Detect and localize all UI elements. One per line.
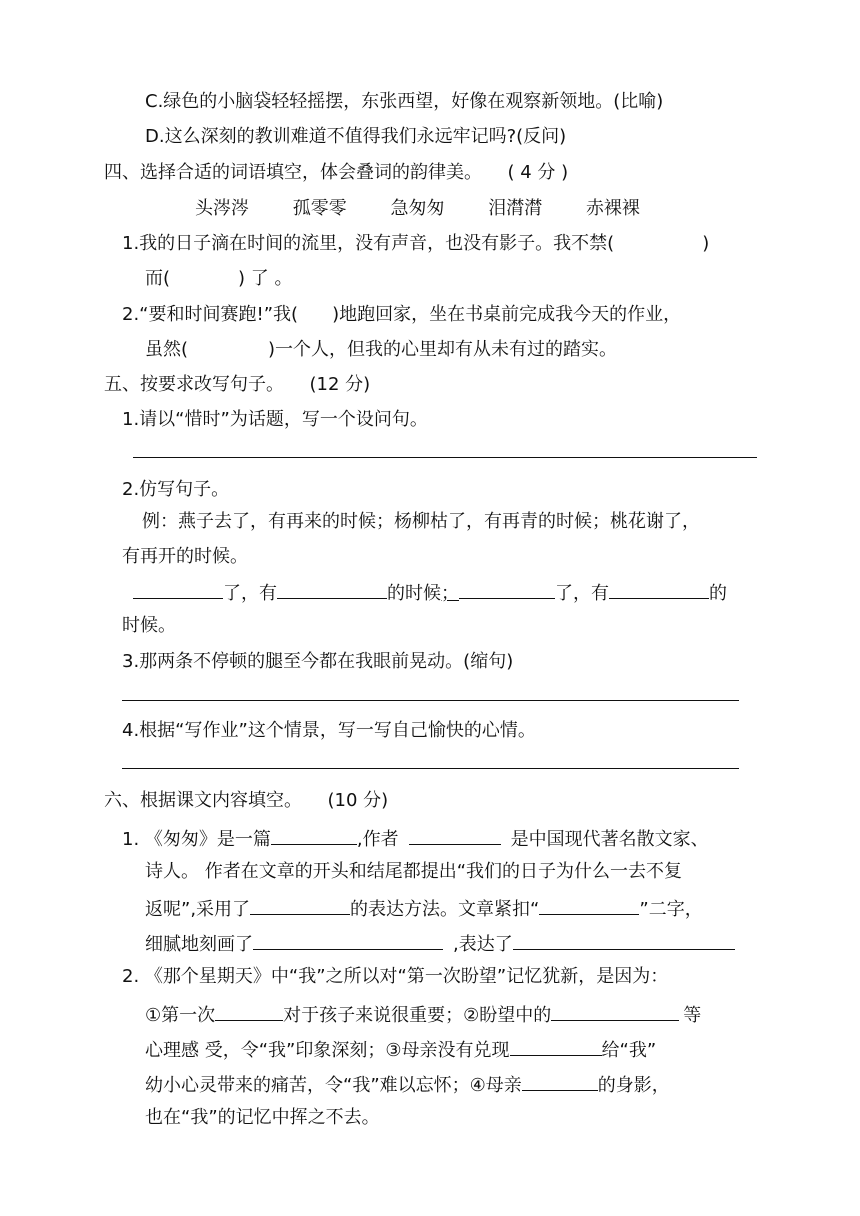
s5-q1: 1.请以“惜时”为话题，写一个设问句。 — [122, 409, 428, 430]
s6-q2-line5: 也在“我”的记忆中挥之不去。 — [145, 1107, 380, 1128]
s5-q4: 4.根据“写作业”这个情景，写一写自己愉快的心情。 — [122, 720, 536, 741]
answer-blank[interactable] — [271, 824, 357, 845]
s4-q1-line2: 而( ) 了 。 — [145, 268, 293, 289]
option-d: D.这么深刻的教训难道不值得我们永远牢记吗?(反问) — [145, 126, 567, 147]
answer-blank[interactable] — [459, 578, 555, 599]
answer-blank[interactable] — [250, 894, 350, 915]
section-5-title: 五、按要求改写句子。 — [104, 374, 284, 395]
s5-q2: 2.仿写句子。 — [122, 479, 230, 500]
answer-blank[interactable] — [277, 578, 387, 599]
section-4-score: ( 4 分 ) — [507, 162, 569, 183]
section-5-score: (12 分) — [309, 374, 371, 395]
s5-example-line2: 有再开的时候。 — [122, 546, 248, 567]
section-6-title: 六、根据课文内容填空。 — [104, 790, 302, 811]
s5-example-line1: 例：燕子去了，有再来的时候；杨柳枯了，有再青的时候；桃花谢了， — [142, 511, 700, 532]
answer-blank[interactable] — [253, 929, 443, 950]
answer-blank[interactable] — [539, 894, 639, 915]
s6-q2-line1: 2. 《那个星期天》中“我”之所以对“第一次盼望”记忆犹新，是因为： — [122, 966, 669, 987]
word-bank — [195, 196, 640, 222]
answer-line[interactable] — [122, 768, 739, 769]
s4-q2-line1: 2.“要和时间赛跑!”我( )地跑回家，坐在书桌前完成我今天的作业， — [122, 304, 682, 325]
s6-q2-line3: 心理感 受，令“我”印象深刻；③母亲没有兑现 给“我” — [145, 1035, 656, 1061]
answer-blank[interactable] — [522, 1070, 598, 1091]
s6-q2-line4: 幼小心灵带来的痛苦，令“我”难以忘怀；④母亲 的身影， — [145, 1070, 670, 1096]
section-6-heading — [104, 788, 388, 814]
answer-blank[interactable] — [510, 1035, 602, 1056]
section-4-heading — [104, 160, 568, 186]
section-6-score: (10 分) — [327, 790, 389, 811]
word-bank-item: 赤裸裸 — [585, 198, 640, 219]
s6-q2-line2: ①第一次 对于孩子来说很重要；②盼望中的 等 — [145, 1000, 701, 1026]
answer-blank[interactable] — [133, 578, 223, 599]
s6-q1-line1: 1. 《匆匆》是一篇 ,作者 是中国现代著名散文家、 — [122, 824, 709, 850]
answer-blank[interactable] — [551, 1000, 679, 1021]
answer-line[interactable] — [133, 457, 757, 458]
s6-q1-line3: 返呢”,采用了 的表达方法。文章紧扣“ ”二字， — [145, 894, 703, 920]
section-4-title: 四、选择合适的词语填空，体会叠词的韵律美。 — [104, 162, 482, 183]
answer-blank[interactable] — [215, 1000, 283, 1021]
section-5-heading — [104, 372, 370, 398]
s4-q1-line1: 1.我的日子滴在时间的流里，没有声音，也没有影子。我不禁( ) — [122, 233, 710, 254]
s6-q1-line4: 细腻地刻画了 ,表达了 — [145, 929, 735, 955]
s5-fill-line: 了，有 的时候； 了，有 的 — [133, 578, 727, 604]
option-c: C.绿色的小脑袋轻轻摇摆，东张西望，好像在观察新领地。(比喻) — [145, 91, 664, 112]
s5-fill-line2: 时候。 — [122, 615, 176, 636]
word-bank-item: 急匆匆 — [390, 198, 445, 219]
word-bank-item: 孤零零 — [292, 198, 347, 219]
word-bank-item: 头涔涔 — [195, 198, 249, 219]
answer-blank[interactable] — [409, 824, 501, 845]
s4-q2-line2: 虽然( )一个人，但我的心里却有从未有过的踏实。 — [145, 339, 618, 360]
answer-blank[interactable] — [609, 578, 709, 599]
s6-q1-line2: 诗人。 作者在文章的开头和结尾都提出“我们的日子为什么一去不复 — [145, 861, 683, 882]
answer-blank[interactable] — [513, 929, 735, 950]
s5-q3: 3.那两条不停顿的腿至今都在我眼前晃动。(缩句) — [122, 651, 514, 672]
word-bank-item: 泪潸潸 — [488, 198, 543, 219]
answer-line[interactable] — [122, 700, 739, 701]
